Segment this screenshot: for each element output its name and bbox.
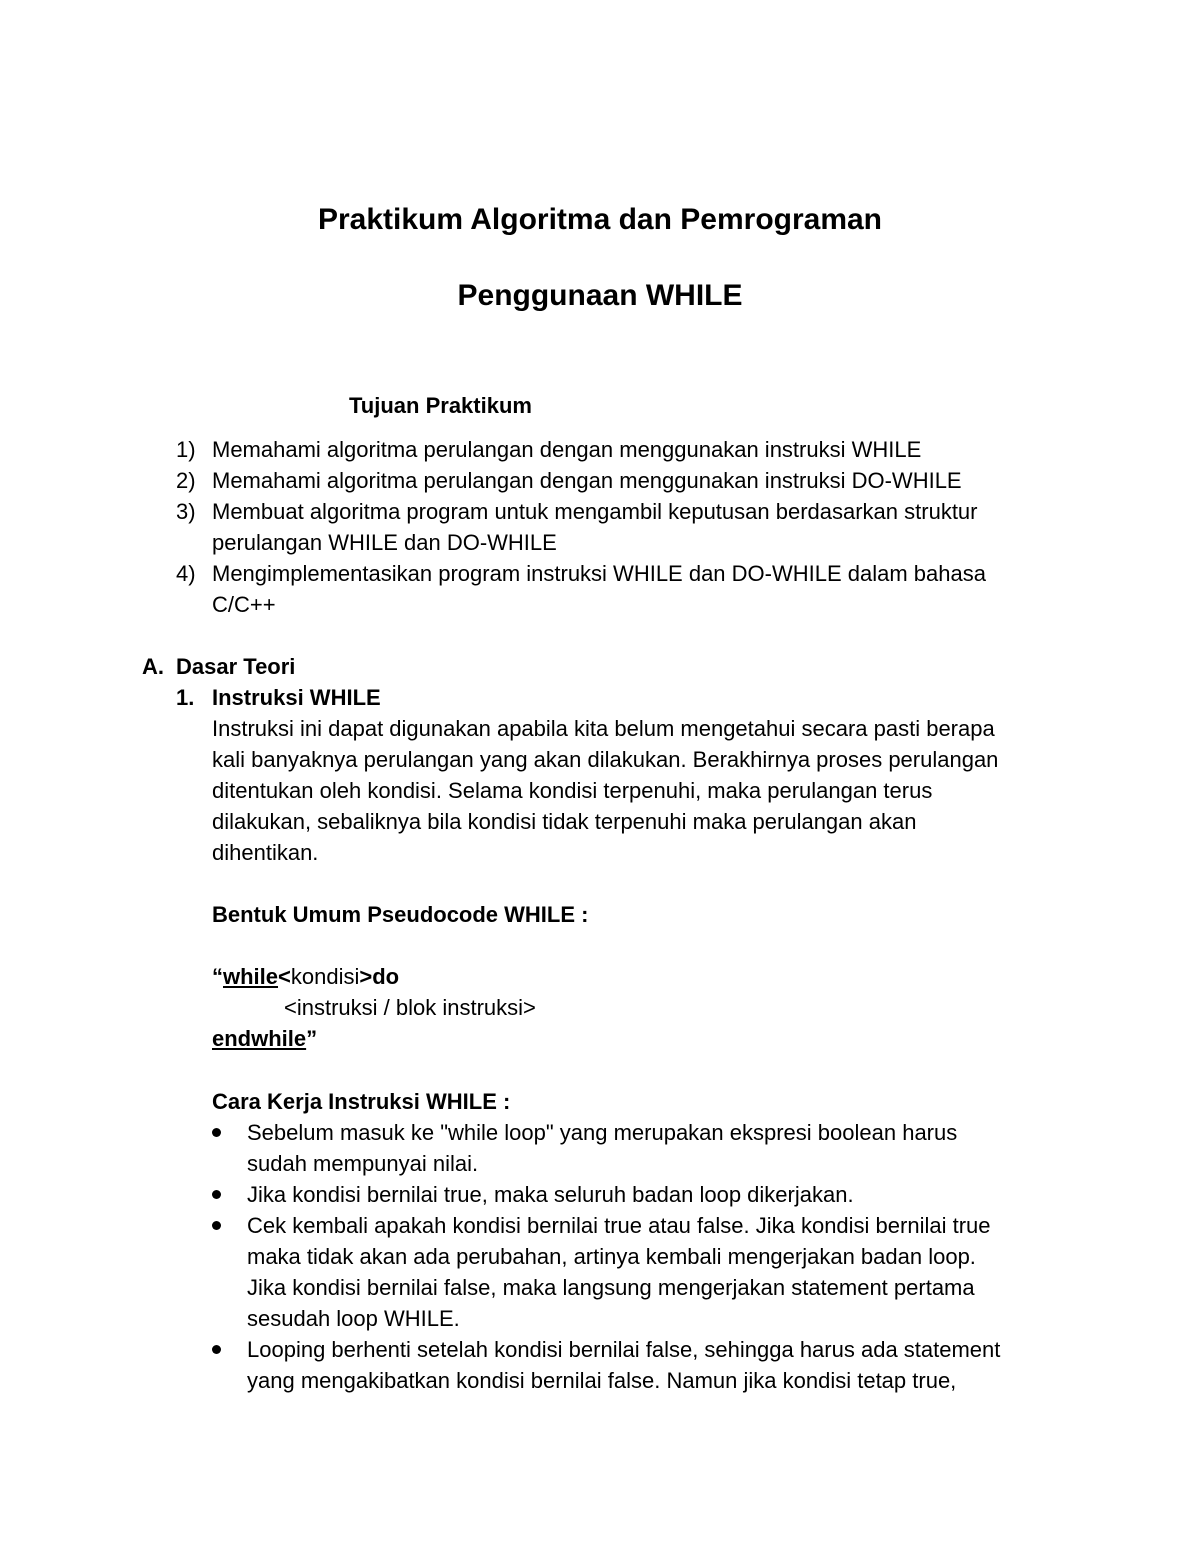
angle-open: < — [278, 964, 291, 989]
bullet-line: Jika kondisi bernilai false, maka langsung mengerjakan statement pertama — [247, 1275, 975, 1300]
cara-kerja-heading: Cara Kerja Instruksi WHILE : — [212, 1089, 511, 1114]
document-title: Praktikum Algoritma dan Pemrograman — [317, 203, 883, 236]
angle-close: > — [359, 964, 373, 989]
list-item-continued: perulangan WHILE dan DO-WHILE — [212, 530, 557, 555]
subsection-heading: Instruksi WHILE — [212, 685, 381, 710]
open-quote: “ — [212, 964, 223, 989]
list-item: Mengimplementasikan program instruksi WHILE dan DO-WHILE dalam bahasa — [212, 561, 986, 586]
tujuan-heading: Tujuan Praktikum — [349, 393, 532, 418]
list-number: 2) — [176, 468, 196, 493]
bullet-dot-icon — [212, 1221, 221, 1230]
list-number: 1) — [176, 437, 196, 462]
keyword-while: while — [223, 964, 279, 989]
bullet-line: maka tidak akan ada perubahan, artinya kembali mengerjakan badan loop. — [247, 1244, 976, 1269]
list-number: 3) — [176, 499, 196, 524]
bullet-dot-icon — [212, 1345, 221, 1354]
list-item: Memahami algoritma perulangan dengan menggunakan instruksi WHILE — [212, 437, 922, 462]
paragraph-line: Instruksi ini dapat digunakan apabila kita belum mengetahui secara pasti berapa — [212, 716, 995, 741]
bullet-line: Looping berhenti setelah kondisi bernilai false, sehingga harus ada statement — [247, 1337, 1001, 1362]
bullet-line: Sebelum masuk ke "while loop" yang merupakan ekspresi boolean harus — [247, 1120, 958, 1145]
paragraph-line: dilakukan, sebaliknya bila kondisi tidak terpenuhi maka perulangan akan — [212, 809, 917, 834]
list-item-continued: C/C++ — [212, 592, 276, 617]
keyword-do: do — [372, 964, 400, 989]
pseudocode-heading: Bentuk Umum Pseudocode WHILE : — [212, 902, 589, 927]
subsection-number: 1. — [176, 685, 195, 710]
keyword-endwhile: endwhile — [212, 1026, 307, 1051]
section-heading: Dasar Teori — [176, 654, 296, 679]
paragraph-line: ditentukan oleh kondisi. Selama kondisi terpenuhi, maka perulangan terus — [212, 778, 933, 803]
paragraph-line: kali banyaknya perulangan yang akan dilakukan. Berakhirnya proses perulangan — [212, 747, 999, 772]
pseudocode-line-1 — [212, 961, 399, 992]
list-item: Memahami algoritma perulangan dengan menggunakan instruksi DO-WHILE — [212, 468, 962, 493]
section-letter: A. — [142, 654, 164, 679]
pseudocode-line-2: <instruksi / blok instruksi> — [284, 995, 536, 1020]
list-number: 4) — [176, 561, 196, 586]
bullet-dot-icon — [212, 1190, 221, 1199]
pseudocode-line-3 — [212, 1023, 317, 1054]
paragraph-line: dihentikan. — [212, 840, 319, 865]
document-subtitle: Penggunaan WHILE — [457, 279, 743, 312]
bullet-line: sudah mempunyai nilai. — [247, 1151, 479, 1176]
bullet-dot-icon — [212, 1128, 221, 1137]
bullet-line: Jika kondisi bernilai true, maka seluruh badan loop dikerjakan. — [247, 1182, 854, 1207]
close-quote: ” — [306, 1026, 318, 1051]
condition-text: kondisi — [290, 964, 360, 989]
list-item: Membuat algoritma program untuk mengambil keputusan berdasarkan struktur — [212, 499, 978, 524]
bullet-line: yang mengakibatkan kondisi bernilai false. Namun jika kondisi tetap true, — [247, 1368, 957, 1393]
bullet-line: Cek kembali apakah kondisi bernilai true atau false. Jika kondisi bernilai true — [247, 1213, 991, 1238]
bullet-line: sesudah loop WHILE. — [247, 1306, 460, 1331]
